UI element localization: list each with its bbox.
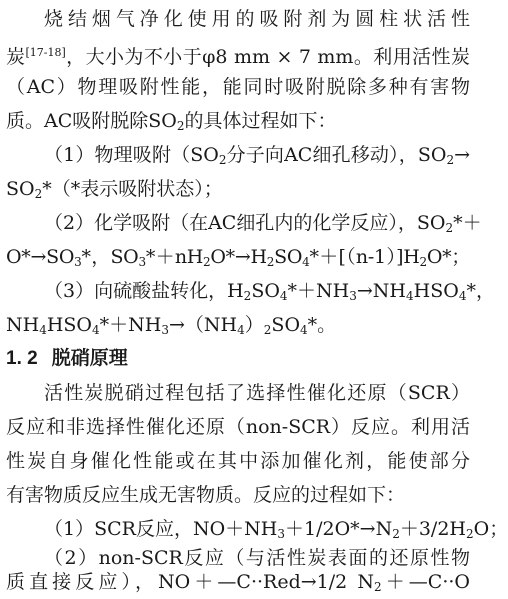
step-non-scr-reaction-line-1: （2）non-SCR反应（与活性炭表面的还原性物 [44,547,470,569]
step-non-scr-reaction-line-2: 质直接反应），NO＋—C··Red→1/2 $N_2+—C\cdot\cdot O$ [6,571,470,594]
paragraph-denitration-line-2: 反应和非选择性催化还原（non-SCR）反应。利用活 [6,416,470,438]
step-sulfate-conversion-line-2: $NH_4HSO_4*+NH_3\to(NH_4)_2SO_4*$。 [6,314,337,337]
section-heading [6,342,470,376]
step-chemical-adsorption-equation: $O*\to SO_3*$，$SO_3*+nH_2O*\to H_2SO_4*+[(n-1)]H_2O*$； [6,246,470,269]
paragraph-adsorbent-line-3: （AC）物理吸附性能，能同时吸附脱除多种有害物 [6,76,470,98]
step-chemical-adsorption-line-1: （2）化学吸附（在AC细孔内的化学反应），$SO_2*+$ [44,212,482,235]
step-non-scr-reaction-line-3 [6,594,470,595]
paragraph-adsorbent-line-1: 烧结烟气净化使用的吸附剂为圆柱状活性 [44,8,470,30]
step-sulfate-conversion-line-1: （3）向硫酸盐转化，$H_2SO_4*+NH_3\to NH_4HSO_4*$， [44,280,495,303]
step-physical-adsorption-line-1: （1）物理吸附（$SO_2$分子向AC细孔移动），$SO_2\to$ [44,144,470,167]
paragraph-denitration-line-1: 活性炭脱硝过程包括了选择性催化还原（SCR） [44,382,470,404]
paragraph-denitration-line-3: 性炭自身催化性能或在其中添加催化剂，能使部分 [6,450,470,472]
step-physical-adsorption-line-2: $SO_2*(*$表示吸附状态）； [6,178,223,201]
section-title: 脱硝原理 [51,348,128,369]
paragraph-adsorbent-line-2: 炭[17-18]，大小为不小于φ8 mm × 7 mm。利用活性炭 [6,46,470,68]
citation-reference: [17-18] [25,46,66,59]
section-number: 1. 2 [6,348,38,369]
paragraph-denitration-line-4: 有害物质反应生成无害物质。反应的过程如下： [6,484,406,506]
step-scr-reaction: （1）SCR反应，$NO+NH_3+1/2O*\to N_2+3/2H_2O$； [44,518,508,541]
paragraph-adsorbent-line-4: 质。AC吸附脱除$SO_2$的具体过程如下： [6,110,337,133]
